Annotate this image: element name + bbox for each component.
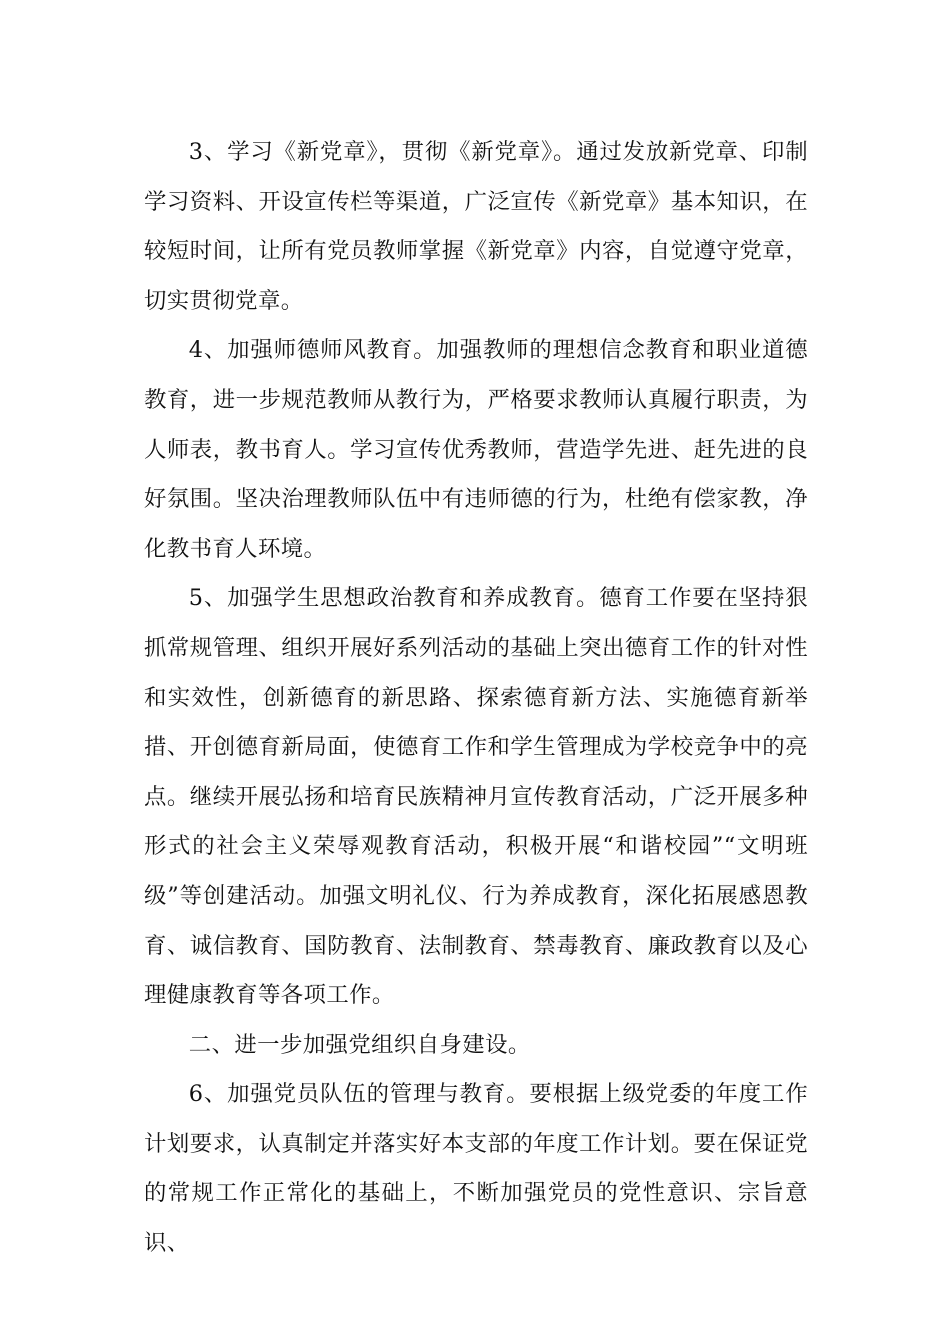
paragraph-item-3-study-party-constitution: 3、学习《新党章》，贯彻《新党章》。通过发放新党章、印制学习资料、开设宣传栏等渠道，广泛宣传《新党章》基本知识，在较短时间，让所有党员教师掌握《新党章》内容，自觉遵守党章，切实贯彻党章。 [144, 139, 808, 314]
document-body [144, 128, 808, 1269]
paragraph-item-5-student-education: 5、加强学生思想政治教育和养成教育。德育工作要在坚持狠抓常规管理、组织开展好系列活动的基础上突出德育工作的针对性和实效性，创新德育的新思路、探索德育新方法、实施德育新举措、开创德育新局面，使德育工作和学生管理成为学校竞争中的亮点。继续开展弘扬和培育民族精神月宣传教育活动，广泛开展多种形式的社会主义荣辱观教育活动，积极开展“和谐校园”“文明班级”等创建活动。加强文明礼仪、行为养成教育，深化拓展感恩教育、诚信教育、国防教育、法制教育、禁毒教育、廉政教育以及心理健康教育等各项工作。 [144, 585, 808, 1009]
paragraph-item-4-teacher-ethics: 4、加强师德师风教育。加强教师的理想信念教育和职业道德教育，进一步规范教师从教行为，严格要求教师认真履行职责，为人师表，教书育人。学习宣传优秀教师，营造学先进、赶先进的良好氛围。坚决治理教师队伍中有违师德的行为，杜绝有偿家教，净化教书育人环境。 [144, 337, 808, 562]
section-heading-2: 二、进一步加强党组织自身建设。 [188, 1031, 531, 1058]
paragraph-item-6-party-member-management: 6、加强党员队伍的管理与教育。要根据上级党委的年度工作计划要求，认真制定并落实好本支部的年度工作计划。要在保证党的常规工作正常化的基础上，不断加强党员的党性意识、宗旨意识、 [144, 1081, 808, 1257]
